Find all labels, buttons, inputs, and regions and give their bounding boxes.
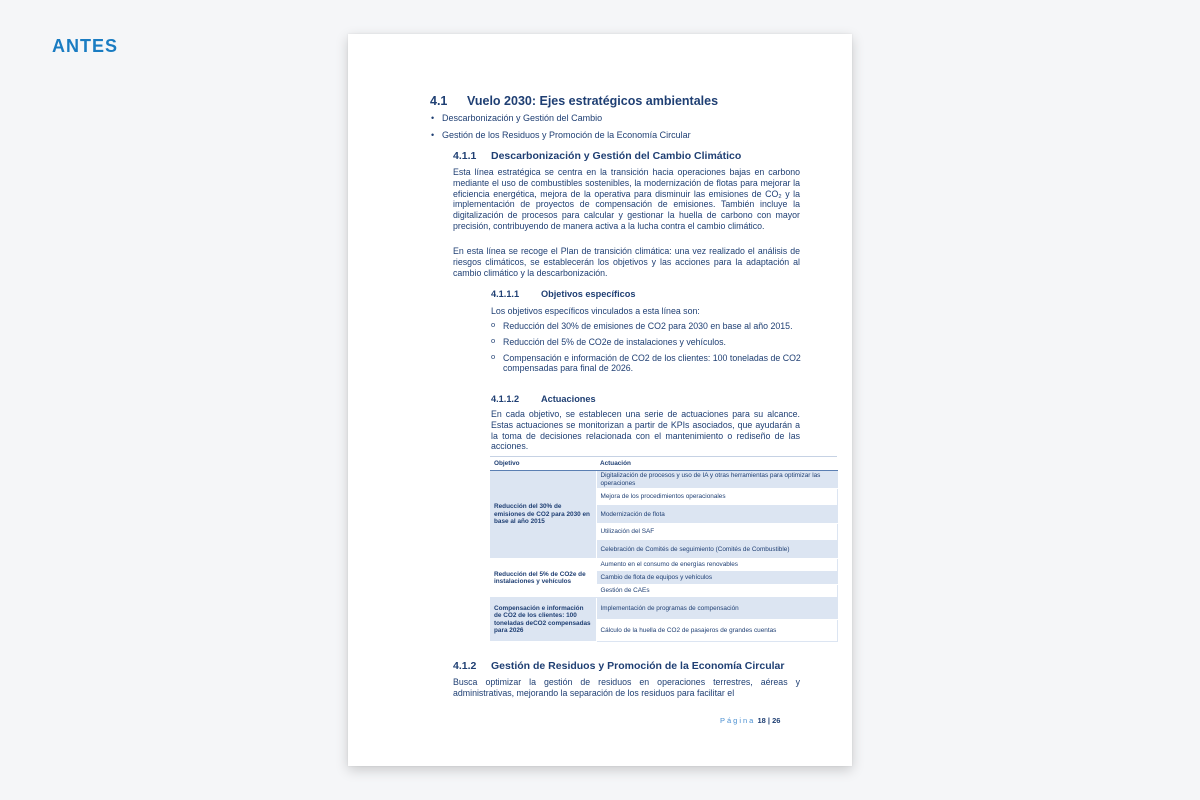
action-cell: Celebración de Comités de seguimiento (Comités de Combustible) [596,541,837,559]
actions-table [490,456,838,642]
list-item: • Descarbonización y Gestión del Cambio [430,113,810,123]
objectives-list [491,321,801,379]
list-item: o Reducción del 5% de CO2e de instalaciones y vehículos. [491,337,801,348]
subsection-heading [453,150,741,162]
action-cell: Aumento en el consumo de energías renovables [596,559,837,572]
action-cell: Cálculo de la huella de CO2 de pasajeros de grandes cuentas [596,620,837,642]
document-page [348,34,852,766]
list-item: • Gestión de los Residuos y Promoción de la Economía Circular [430,130,810,140]
action-cell: Utilización del SAF [596,524,837,541]
subsection-heading [453,660,785,672]
paragraph: Esta línea estratégica se centra en la transición hacia operaciones bajas en carbono mediante el uso de combustibles sostenibles, la modernización de flotas para mejorar la eficiencia energética, mejora de la operativa para disminuir las emisiones de CO₂ y la implementación de proyectos de compensación de emisiones. También incluye la digitalización de procesos para calcular y gestionar la huella de carbono con mayor precisión, contribuyendo de manera activa a la lucha contra el cambio climático. [453,167,800,231]
paragraph: En cada objetivo, se establecen una serie de actuaciones para su alcance. Estas actuaciones se monitorizan a partir de KPIs asociados, que ayudarán a la toma de decisiones relacionada con el mantenimiento o rediseño de las acciones. [491,409,800,452]
page-separator: | [767,716,770,725]
table-row [490,559,837,572]
table-row [490,471,837,489]
action-cell: Implementación de programas de compensación [596,598,837,620]
action-cell: Gestión de CAEs [596,585,837,598]
subsection-number: 4.1.2 [453,660,477,672]
objective-cell: Reducción del 5% de CO2e de instalaciones y vehículos [490,559,596,598]
paragraph: En esta línea se recoge el Plan de transición climática: una vez realizado el análisis de riesgos climáticos, se establecerán los objetivos y las acciones para la adaptación al cambio climático y la descarbonización. [453,246,800,278]
objectives-title: Objetivos específicos [541,289,636,299]
table-row [490,598,837,620]
section-heading [430,94,718,108]
objective-cell: Reducción del 30% de emisiones de CO2 para 2030 en base al año 2015 [490,471,596,559]
subsection-title: Descarbonización y Gestión del Cambio Climático [491,150,742,162]
table-header-row [490,457,837,471]
column-header-action: Actuación [596,457,837,471]
list-item: o Compensación e información de CO2 de los clientes: 100 toneladas de CO2 compensadas para final de 2026. [491,353,801,375]
paragraph: Busca optimizar la gestión de residuos en operaciones terrestres, aéreas y administrativas, mejorando la separación de los residuos para facilitar el [453,677,800,698]
actions-number: 4.1.1.2 [491,394,520,404]
objectives-number: 4.1.1.1 [491,289,520,299]
action-cell: Cambio de flota de equipos y vehículos [596,572,837,585]
actions-heading [491,394,596,404]
before-label: ANTES [52,36,119,56]
section-bullet-list [430,113,810,147]
action-cell: Mejora de los procedimientos operacionales [596,489,837,506]
objectives-heading [491,289,635,299]
objectives-intro: Los objetivos específicos vinculados a esta línea son: [491,306,700,316]
action-cell: Digitalización de procesos y uso de IA y otras herramientas para optimizar las operaciones [596,471,837,489]
page-footer [720,716,780,725]
action-cell: Modernización de flota [596,506,837,524]
subsection-title: Gestión de Residuos y Promoción de la Economía Circular [491,660,785,672]
actions-title: Actuaciones [541,394,596,404]
page-label: Página [720,716,756,725]
objective-cell: Compensación e información de CO2 de los clientes: 100 toneladas deCO2 compensadas para 2026 [490,598,596,642]
section-title: Vuelo 2030: Ejes estratégicos ambientales [467,94,719,108]
subsection-number: 4.1.1 [453,150,477,162]
page-number: 18 [757,716,766,725]
column-header-objective: Objetivo [490,457,596,471]
page-total: 26 [772,716,781,725]
list-item: o Reducción del 30% de emisiones de CO2 para 2030 en base al año 2015. [491,321,801,332]
section-number: 4.1 [430,94,448,108]
